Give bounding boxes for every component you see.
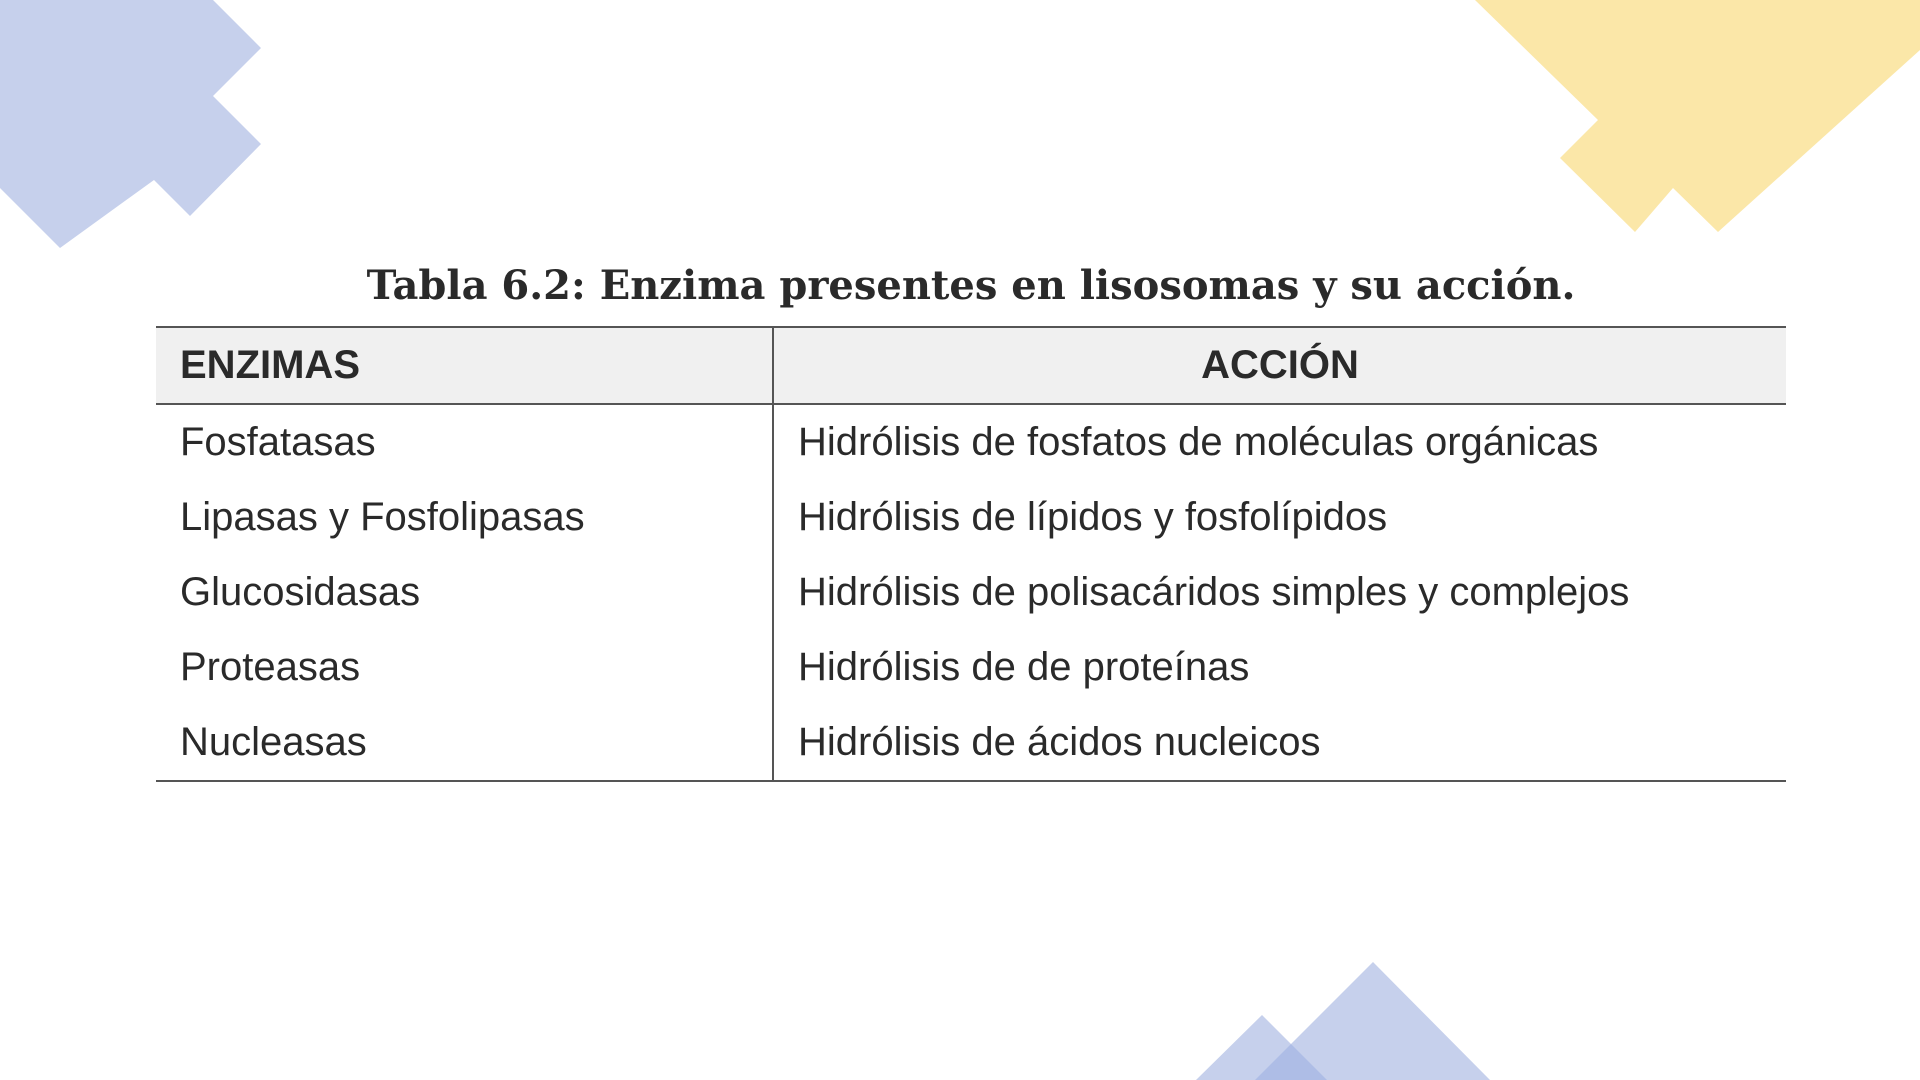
table-row bbox=[156, 630, 1786, 705]
cell-accion: Hidrólisis de lípidos y fosfolípidos bbox=[798, 495, 1388, 539]
cell-accion: Hidrólisis de ácidos nucleicos bbox=[773, 705, 1786, 781]
cell-enzima: Proteasas bbox=[156, 630, 773, 705]
table-header-row bbox=[156, 327, 1786, 404]
cell-accion: Hidrólisis de polisacáridos simples y complejos bbox=[798, 570, 1630, 614]
deco-blue-top-left bbox=[0, 0, 261, 248]
cell-accion: Hidrólisis de fosfatos de moléculas orgánicas bbox=[798, 420, 1599, 464]
table-row bbox=[156, 404, 1786, 480]
cell-accion: Hidrólisis de de proteínas bbox=[798, 645, 1250, 689]
enzymes-table bbox=[156, 326, 1786, 782]
header-enzimas: ENZIMAS bbox=[156, 327, 773, 404]
table-row bbox=[156, 555, 1786, 630]
cell-enzima: Fosfatasas bbox=[156, 404, 773, 480]
table-caption: Tabla 6.2: Enzima presentes en lisosomas y su acción. bbox=[366, 262, 1576, 309]
table-row bbox=[156, 705, 1786, 781]
deco-yellow-top-right bbox=[1475, 0, 1920, 232]
cell-enzima: Nucleasas bbox=[156, 705, 773, 781]
header-accion: ACCIÓN bbox=[773, 327, 1786, 404]
cell-enzima: Lipasas y Fosfolipasas bbox=[156, 480, 773, 555]
table-row bbox=[156, 480, 1786, 555]
cell-enzima: Glucosidasas bbox=[156, 555, 773, 630]
